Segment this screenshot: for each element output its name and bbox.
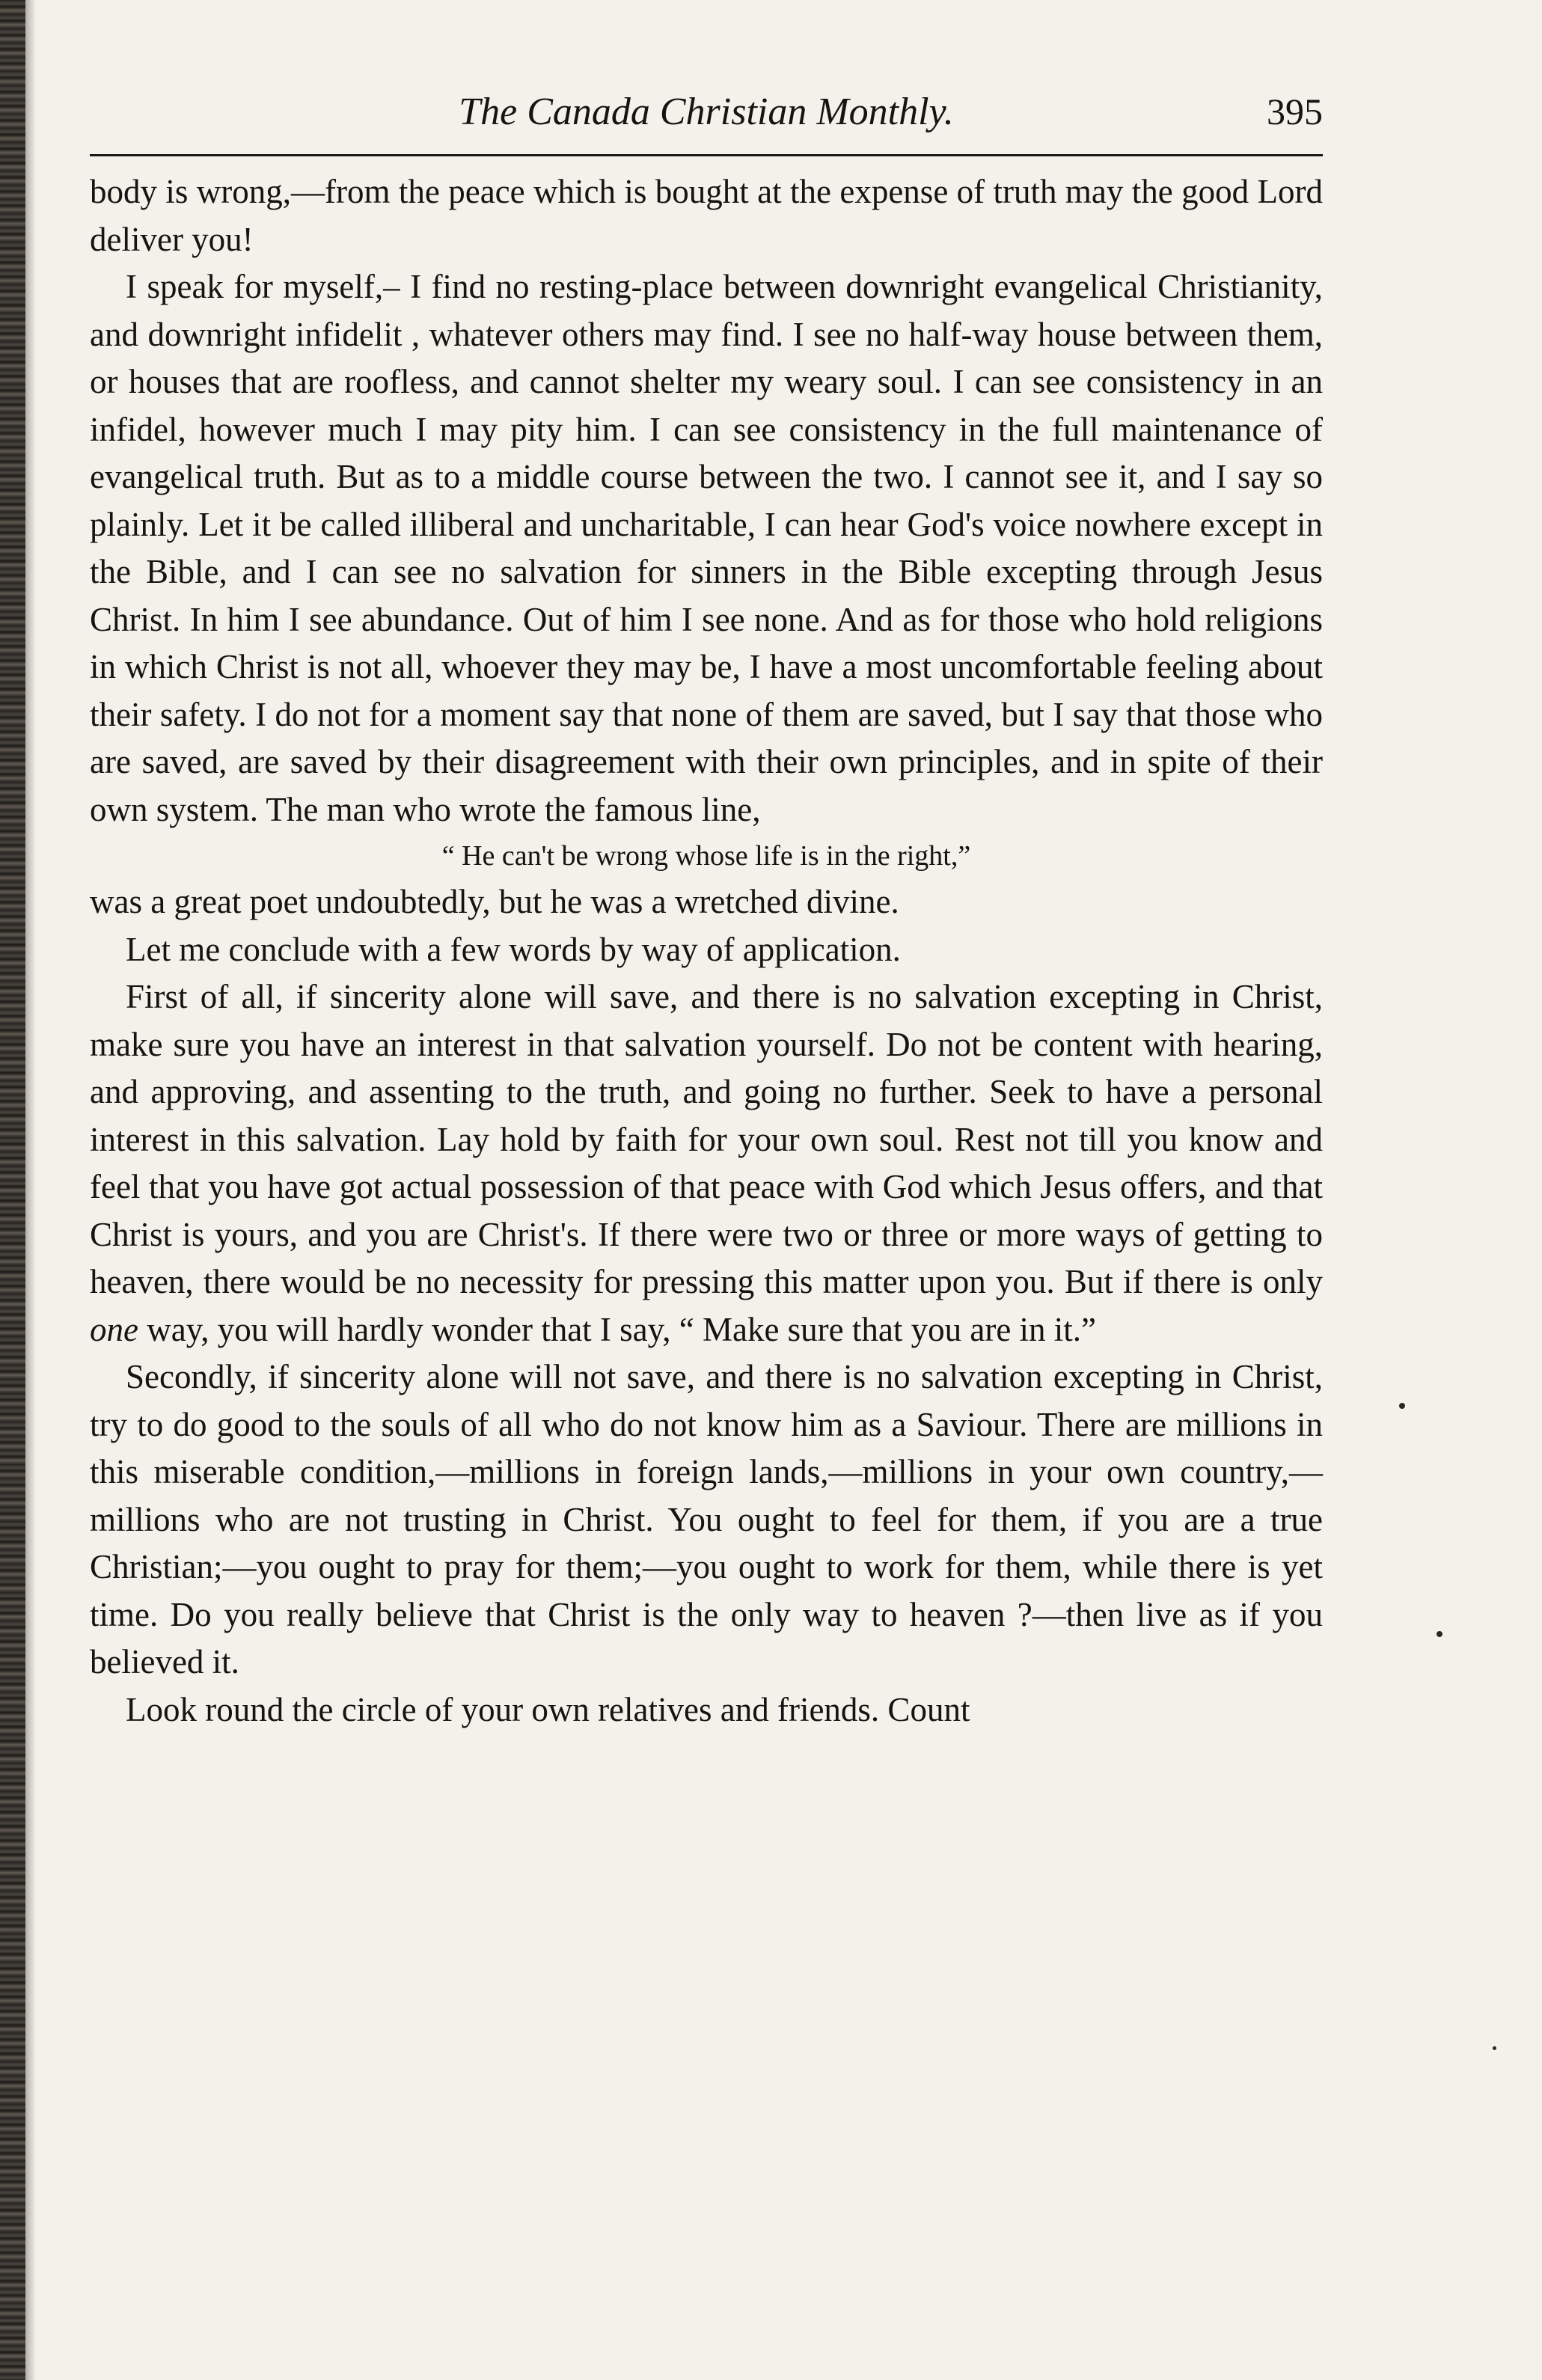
ink-speck [1493, 2046, 1496, 2050]
paragraph-first-of-all [90, 973, 1323, 1353]
article-body [90, 168, 1323, 1734]
text-segment: Look round the circle of your own relatives and friends. Count [126, 1690, 970, 1728]
text-segment: Let me conclude with a few words by way of application. [126, 930, 901, 968]
paragraph-secondly [90, 1353, 1323, 1686]
running-header [90, 82, 1323, 150]
text-segment: I speak for myself,– I find no resting-place between downright evangelical Christianity, and downright infidelit , whatever others may find. I see no half-way house between them, or houses that are roofless, and cannot shelter my weary soul. I can see consistency in an infidel, however much I may pity him. I can see consistency in the full maintenance of evangelical truth. But as to a middle course between the two. I cannot see it, and I say so plainly. Let it be called illiberal and uncharitable, I can hear God's voice nowhere except in the Bible, and I can see no salvation for sinners in the Bible excepting through Jesus Christ. In him I see abundance. Out of him I see none. And as for those who hold religions in which Christ is not all, whoever they may be, I have a most uncomfortable feeling about their safety. I do not for a moment say that none of them are saved, but I say that those who are saved, are saved by their disagreement with their own principles, and in spite of their own system. The man who wrote the famous line, [90, 268, 1323, 828]
page [90, 82, 1323, 1734]
text-segment: Secondly, if sincerity alone will not save, and there is no salvation excepting in Christ, try to do good to the souls of all who do not know him as a Saviour. There are millions in this miserable condition,—millions in foreign lands,—millions in your own country,—millions who are not trusting in Christ. You ought to feel for them, if you are a true Christian;—you ought to pray for them;—you ought to work for them, while there is yet time. Do you really believe that Christ is the only way to heaven ?—then live as if you believed it. [90, 1358, 1323, 1680]
paragraph-conclude [90, 926, 1323, 974]
ink-speck [1437, 1631, 1442, 1637]
text-segment: way, you will hardly wonder that I say, “ Make sure that you are in it.” [138, 1310, 1097, 1348]
text-segment: was a great poet undoubtedly, but he was a wretched divine. [90, 883, 899, 920]
header-title: The Canada Christian Monthly. [459, 91, 954, 133]
text-segment: First of all, if sincerity alone will save, and there is no salvation excepting in Christ, make sure you have an interest in that salvation yourself. Do not be content with hearing, and approving, and assenting to the truth, and going no further. Seek to have a personal interest in this salvation. Lay hold by faith for your own soul. Rest not till you know and feel that you have got actual possession of that peace with God which Jesus offers, and that Christ is yours, and you are Christ's. If there were two or three or more ways of getting to heaven, there would be no necessity for pressing this matter upon you. But if there is only [90, 978, 1323, 1300]
text-segment: body is wrong,—from the peace which is bought at the expense of truth may the good Lord deliver you! [90, 173, 1323, 258]
paragraph-look-round [90, 1686, 1323, 1734]
paragraph-poet [90, 878, 1323, 926]
page-number: 395 [1267, 91, 1323, 132]
paragraph-continuation [90, 168, 1323, 263]
emphasis-one: one [90, 1310, 138, 1348]
ink-speck [1399, 1403, 1405, 1409]
block-quote [90, 833, 1323, 878]
header-rule [90, 154, 1323, 156]
paragraph-speak-for-myself [90, 263, 1323, 833]
book-spine-shadow [0, 0, 25, 2380]
spine-edge-shadow [25, 0, 36, 2380]
text-segment: “ He can't be wrong whose life is in the right,” [441, 840, 971, 872]
